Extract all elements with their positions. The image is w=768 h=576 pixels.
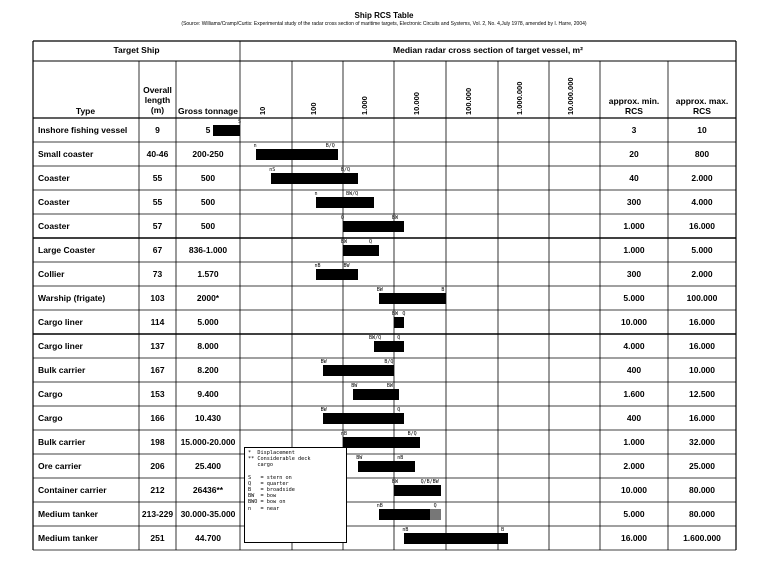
aspect-tag: nB	[314, 263, 321, 269]
header-tonnage: Gross tonnage	[178, 106, 238, 116]
row-type: Medium tanker	[38, 533, 98, 543]
row-min-rcs: 1.600	[623, 389, 645, 399]
row-length: 213-229	[141, 509, 174, 519]
row-tonnage: 5.000	[197, 317, 219, 327]
row-type: Coaster	[38, 173, 70, 183]
rcs-range-bar	[379, 509, 431, 520]
row-tonnage: 15.000-20.000	[180, 437, 236, 447]
header-min-rcs-label: approx. min. RCS	[608, 96, 660, 116]
aspect-tag: nB	[376, 503, 383, 509]
row-type: Container carrier	[38, 485, 107, 495]
aspect-tag: n	[253, 143, 257, 149]
row-tonnage: 25.400	[195, 461, 221, 471]
row-min-rcs: 5.000	[623, 293, 645, 303]
aspect-tag: Q/B/BW	[420, 479, 439, 485]
scale-label: 10.000	[412, 92, 421, 115]
row-min-rcs: 1.000	[623, 221, 645, 231]
aspect-tag: B/Q	[384, 359, 394, 365]
row-max-rcs: 16.000	[689, 221, 715, 231]
aspect-tag: Q	[397, 335, 401, 341]
row-type: Coaster	[38, 197, 70, 207]
aspect-tag: BW	[320, 407, 327, 413]
row-length: 40-46	[146, 149, 169, 159]
row-type: Medium tanker	[38, 509, 98, 519]
aspect-tag: nB	[402, 527, 409, 533]
row-length: 73	[152, 269, 163, 279]
aspect-tag: B/Q	[325, 143, 335, 149]
aspect-tag: BW	[392, 215, 399, 221]
row-length: 137	[150, 341, 165, 351]
row-length: 167	[150, 365, 165, 375]
aspect-tag: B/Q	[407, 431, 417, 437]
scale-label: 10	[258, 106, 267, 115]
aspect-tag: Q	[402, 311, 406, 317]
aspect-tag: BW	[320, 359, 327, 365]
row-min-rcs: 1.000	[623, 437, 645, 447]
row-tonnage: 5	[205, 125, 211, 135]
aspect-tag: B	[441, 287, 445, 293]
row-type: Bulk carrier	[38, 437, 86, 447]
row-type: Warship (frigate)	[38, 293, 106, 303]
header-length	[139, 85, 176, 115]
header-length-label: Overall length (m)	[143, 85, 172, 115]
aspect-tag: BW	[392, 479, 399, 485]
row-max-rcs: 100.000	[686, 293, 718, 303]
aspect-tag: Q	[369, 239, 373, 245]
aspect-tag: BW	[351, 383, 358, 389]
row-min-rcs: 300	[626, 197, 642, 207]
aspect-tag: BW	[356, 455, 363, 461]
page-title: Ship RCS Table	[354, 11, 414, 20]
row-max-rcs: 4.000	[691, 197, 713, 207]
row-max-rcs: 2.000	[691, 173, 713, 183]
row-length: 212	[150, 485, 165, 495]
row-tonnage: 8.200	[197, 365, 219, 375]
rcs-range-bar	[316, 197, 373, 208]
row-type: Ore carrier	[38, 461, 82, 471]
row-length: 251	[150, 533, 165, 543]
row-tonnage: 500	[200, 197, 216, 207]
legend-line: n = near	[248, 505, 280, 512]
row-min-rcs: 10.000	[621, 317, 647, 327]
aspect-tag: Q	[397, 407, 401, 413]
row-min-rcs: 400	[626, 365, 642, 375]
row-max-rcs: 32.000	[689, 437, 715, 447]
row-min-rcs: 1.000	[623, 245, 645, 255]
row-max-rcs: 10.000	[689, 365, 715, 375]
aspect-tag: BW/Q	[346, 191, 359, 197]
rcs-range-bar-extension	[430, 509, 440, 520]
row-tonnage: 9.400	[197, 389, 219, 399]
row-type: Cargo	[38, 413, 63, 423]
row-max-rcs: 80.000	[689, 509, 715, 519]
legend-box	[244, 447, 347, 543]
row-tonnage: 500	[200, 173, 216, 183]
rcs-range-bar	[316, 269, 358, 280]
row-min-rcs: 20	[629, 149, 639, 159]
rcs-range-bar	[353, 389, 399, 400]
row-length: 9	[155, 125, 160, 135]
row-length: 57	[152, 221, 163, 231]
aspect-tag: B	[501, 527, 505, 533]
row-tonnage: 200-250	[192, 149, 224, 159]
row-min-rcs: 10.000	[621, 485, 647, 495]
aspect-tag: BW	[343, 263, 350, 269]
row-length: 55	[152, 173, 163, 183]
row-length: 55	[152, 197, 163, 207]
row-max-rcs: 800	[694, 149, 710, 159]
legend-line: S = stern on	[248, 474, 292, 481]
row-tonnage: 836-1.000	[188, 245, 228, 255]
header-min-rcs	[600, 96, 668, 116]
row-type: Bulk carrier	[38, 365, 86, 375]
aspect-tag: BW	[386, 383, 393, 389]
header-median-rcs: Median radar cross section of target vessel, m²	[393, 45, 583, 55]
row-tonnage: 2000*	[196, 293, 220, 303]
row-min-rcs: 40	[629, 173, 639, 183]
header-max-rcs	[668, 96, 736, 116]
row-length: 153	[150, 389, 165, 399]
rcs-range-bar	[379, 293, 446, 304]
rcs-range-bar	[394, 485, 441, 496]
row-max-rcs: 80.000	[689, 485, 715, 495]
rcs-range-bar	[213, 125, 240, 136]
row-type: Cargo	[38, 389, 63, 399]
aspect-tag: nB	[341, 431, 348, 437]
row-type: Coaster	[38, 221, 70, 231]
row-max-rcs: 1.600.000	[683, 533, 721, 543]
aspect-tag: nS	[269, 167, 276, 173]
row-max-rcs: 16.000	[689, 317, 715, 327]
row-min-rcs: 4.000	[623, 341, 645, 351]
row-min-rcs: 400	[626, 413, 642, 423]
rcs-range-bar	[343, 221, 404, 232]
aspect-tag: n	[314, 191, 318, 197]
row-type: Inshore fishing vessel	[38, 125, 128, 135]
rcs-range-bar	[323, 413, 405, 424]
legend-line: BWO = bow on	[248, 499, 286, 506]
aspect-tag: BW	[341, 239, 348, 245]
rcs-range-bar	[394, 317, 404, 328]
header-target-ship: Target Ship	[113, 45, 160, 55]
rcs-range-bar	[323, 365, 394, 376]
row-max-rcs: 5.000	[691, 245, 713, 255]
aspect-tag: BW	[392, 311, 399, 317]
row-tonnage: 26436**	[192, 485, 224, 495]
rcs-range-bar	[404, 533, 508, 544]
scale-label: 100.000	[464, 87, 473, 115]
row-length: 103	[150, 293, 165, 303]
row-tonnage: 500	[200, 221, 216, 231]
row-max-rcs: 12.500	[689, 389, 715, 399]
row-tonnage: 30.000-35.000	[180, 509, 236, 519]
row-min-rcs: 2.000	[623, 461, 645, 471]
rcs-range-bar	[271, 173, 358, 184]
legend-lines	[248, 450, 343, 512]
row-type: Cargo liner	[38, 341, 83, 351]
row-max-rcs: 25.000	[689, 461, 715, 471]
aspect-tag: BW	[376, 287, 383, 293]
row-max-rcs: 10	[697, 125, 707, 135]
row-tonnage: 44.700	[195, 533, 221, 543]
scale-label: 100	[309, 102, 318, 115]
aspect-tag: Q	[433, 503, 437, 509]
scale-label: 10.000.000	[566, 77, 575, 115]
row-tonnage: 8.000	[197, 341, 219, 351]
row-tonnage: 10.430	[195, 413, 221, 423]
scale-label: 1.000.000	[515, 81, 524, 115]
row-max-rcs: 16.000	[689, 413, 715, 423]
legend-line: Q = quarter	[248, 480, 289, 487]
aspect-tag: S	[238, 119, 242, 125]
row-max-rcs: 16.000	[689, 341, 715, 351]
scale-label: 1.000	[360, 96, 369, 115]
row-min-rcs: 16.000	[621, 533, 647, 543]
aspect-tag: nB	[397, 455, 404, 461]
row-length: 206	[150, 461, 165, 471]
legend-line: ** Considerable deck	[248, 456, 311, 463]
aspect-tag: B/Q	[341, 167, 351, 173]
rcs-range-bar	[358, 461, 415, 472]
row-min-rcs: 3	[631, 125, 637, 135]
legend-line: cargo	[248, 462, 273, 469]
header-max-rcs-label: approx. max. RCS	[675, 96, 729, 116]
row-type: Cargo liner	[38, 317, 83, 327]
row-min-rcs: 5.000	[623, 509, 645, 519]
header-type: Type	[75, 106, 96, 116]
rcs-range-bar	[343, 245, 379, 256]
rcs-range-bar	[374, 341, 405, 352]
rcs-range-bar	[256, 149, 338, 160]
legend-line: * Displacement	[248, 450, 295, 456]
row-length: 114	[150, 317, 165, 327]
row-type: Small coaster	[38, 149, 94, 159]
legend-line: B = broadside	[248, 487, 295, 494]
row-type: Large Coaster	[38, 245, 96, 255]
row-length: 67	[152, 245, 163, 255]
legend-line: BW = bow	[248, 493, 277, 500]
rcs-range-bar	[343, 437, 420, 448]
row-length: 198	[150, 437, 165, 447]
row-type: Collier	[38, 269, 65, 279]
aspect-tag: BW/Q	[369, 335, 382, 341]
row-length: 166	[150, 413, 165, 423]
row-min-rcs: 300	[626, 269, 642, 279]
row-max-rcs: 2.000	[691, 269, 713, 279]
aspect-tag: Q	[341, 215, 345, 221]
page-subtitle: (Source: Williams/Cramp/Curtis: Experimental study of the radar cross section of maritime targets, Electronic Circuits and Systems, Vol. 2, No. 4,July 1978, amended by I. Harre, 2004)	[181, 21, 587, 27]
row-tonnage: 1.570	[197, 269, 219, 279]
